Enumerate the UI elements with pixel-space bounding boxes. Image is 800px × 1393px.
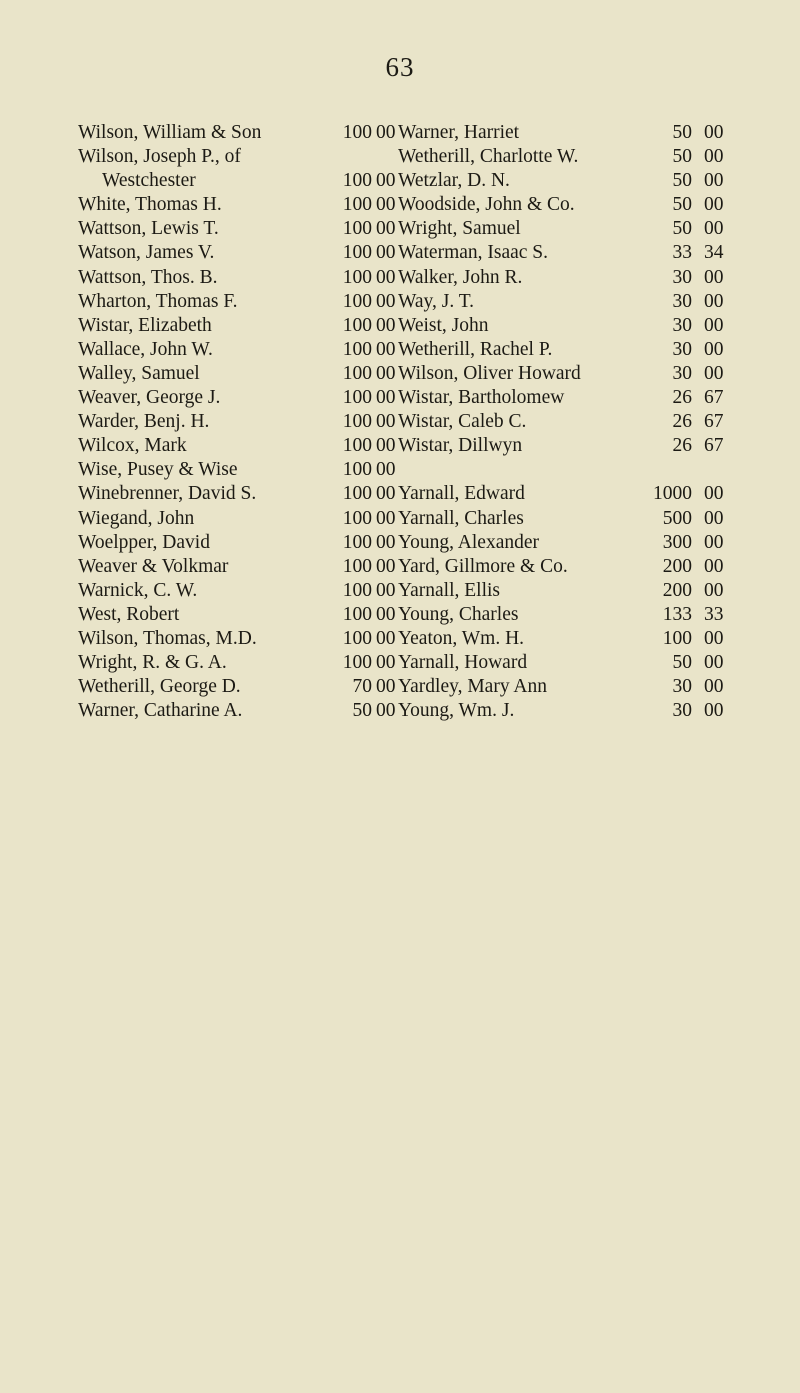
list-item [78, 434, 396, 458]
amount-cents: 00 [704, 676, 724, 698]
amount-cents: 34 [704, 242, 724, 264]
list-item [78, 579, 396, 603]
amount-cents: 00 [376, 362, 396, 384]
list-item [398, 482, 730, 506]
subscriber-name: Weaver & Volkmar [78, 555, 229, 577]
amount-cents: 00 [376, 242, 396, 264]
amount-cents: 00 [376, 627, 396, 649]
subscriber-name: Winebrenner, David S. [78, 483, 257, 505]
amount-dollars: 300 [662, 531, 692, 553]
list-item [78, 314, 396, 338]
list-item [398, 410, 730, 434]
amount-dollars: 33 [672, 242, 692, 264]
amount-dollars: 100 [342, 290, 372, 312]
list-item [78, 145, 388, 169]
list-item [78, 675, 396, 699]
amount-dollars: 100 [342, 627, 372, 649]
amount-cents: 00 [376, 411, 396, 433]
subscriber-name: Watson, James V. [78, 242, 215, 264]
amount-dollars: 100 [342, 387, 372, 409]
amount-cents: 00 [704, 507, 724, 529]
subscriber-name: Wilson, Joseph P., of [78, 146, 241, 168]
list-item [398, 290, 730, 314]
amount-dollars: 26 [672, 435, 692, 457]
amount-dollars: 100 [342, 507, 372, 529]
amount-dollars: 30 [672, 266, 692, 288]
amount-cents: 00 [704, 627, 724, 649]
amount-dollars: 26 [672, 387, 692, 409]
amount-cents: 00 [704, 314, 724, 336]
list-item [78, 627, 396, 651]
list-item [398, 579, 730, 603]
list-item [78, 531, 396, 555]
amount-dollars: 70 [352, 676, 372, 698]
amount-cents: 00 [376, 531, 396, 553]
subscriber-name: Wistar, Elizabeth [78, 314, 212, 336]
left-subscriber-column [78, 121, 396, 723]
amount-cents: 00 [376, 122, 396, 143]
subscriber-name: White, Thomas H. [78, 194, 222, 216]
amount-cents: 00 [376, 507, 396, 529]
amount-dollars: 1000 [653, 483, 692, 505]
amount-dollars: 50 [672, 194, 692, 216]
amount-dollars: 133 [662, 603, 692, 625]
amount-dollars: 100 [342, 122, 372, 143]
subscriber-name: Wilson, Thomas, M.D. [78, 627, 257, 649]
subscriber-name: Yarnall, Ellis [398, 579, 501, 601]
list-item [78, 555, 396, 579]
subscriber-name: Wetherill, George D. [78, 676, 241, 698]
list-item [398, 675, 730, 699]
subscriber-name: Wattson, Thos. B. [78, 266, 218, 288]
amount-cents: 00 [376, 218, 396, 240]
list-item [398, 531, 730, 555]
subscriber-name: Wright, R. & G. A. [78, 652, 227, 674]
amount-dollars: 200 [662, 579, 692, 601]
subscriber-name: Wiegand, John [78, 507, 195, 529]
amount-cents: 00 [704, 266, 724, 288]
amount-dollars: 200 [662, 555, 692, 577]
amount-cents: 00 [376, 459, 396, 481]
amount-dollars: 100 [342, 435, 372, 457]
subscriber-name: Wistar, Dillwyn [398, 435, 523, 457]
list-item [78, 266, 396, 290]
list-item [398, 121, 730, 145]
subscriber-name: Woelpper, David [78, 531, 210, 553]
amount-cents: 00 [376, 266, 396, 288]
amount-dollars: 100 [342, 603, 372, 625]
subscriber-name: Young, Alexander [398, 531, 540, 553]
amount-dollars: 50 [672, 652, 692, 674]
list-item [78, 386, 396, 410]
amount-cents: 00 [376, 290, 396, 312]
list-item [78, 603, 396, 627]
subscriber-name: Weaver, George J. [78, 387, 221, 409]
list-item [398, 651, 730, 675]
amount-cents: 00 [376, 435, 396, 457]
amount-dollars: 100 [342, 170, 372, 192]
amount-cents: 00 [376, 170, 396, 192]
list-item [78, 169, 396, 193]
amount-dollars: 26 [672, 411, 692, 433]
amount-dollars: 50 [672, 146, 692, 168]
amount-dollars: 30 [672, 362, 692, 384]
amount-cents: 00 [376, 314, 396, 336]
list-item [398, 314, 730, 338]
amount-dollars: 100 [342, 652, 372, 674]
subscriber-name: West, Robert [78, 603, 180, 625]
amount-cents: 00 [704, 531, 724, 553]
amount-cents: 33 [704, 603, 724, 625]
amount-dollars: 50 [352, 700, 372, 722]
list-item [398, 217, 730, 241]
amount-dollars: 30 [672, 290, 692, 312]
right-subscriber-column [398, 121, 730, 723]
list-item [398, 507, 730, 531]
amount-dollars: 100 [342, 218, 372, 240]
list-item [398, 145, 730, 169]
subscriber-name: Wilson, Oliver Howard [398, 362, 581, 384]
list-item [398, 555, 730, 579]
subscriber-name: Wistar, Caleb C. [398, 411, 527, 433]
list-item [78, 241, 396, 265]
amount-cents: 00 [704, 579, 724, 601]
subscriber-name: Wattson, Lewis T. [78, 218, 219, 240]
subscriber-name: Yardley, Mary Ann [398, 676, 547, 698]
amount-dollars: 100 [342, 362, 372, 384]
amount-cents: 00 [376, 603, 396, 625]
subscriber-name: Weist, John [398, 314, 489, 336]
subscriber-name: Wetzlar, D. N. [398, 170, 510, 192]
list-item [78, 507, 396, 531]
subscriber-name: Wallace, John W. [78, 338, 213, 360]
amount-dollars: 30 [672, 676, 692, 698]
subscriber-name: Yarnall, Howard [398, 652, 528, 674]
amount-cents: 00 [704, 194, 724, 216]
list-item [78, 121, 396, 145]
amount-dollars: 100 [342, 555, 372, 577]
subscriber-name: Wise, Pusey & Wise [78, 459, 238, 481]
amount-cents: 00 [704, 652, 724, 674]
amount-dollars: 30 [672, 700, 692, 722]
amount-cents: 67 [704, 387, 724, 409]
subscriber-name: Woodside, John & Co. [398, 194, 575, 216]
amount-cents: 00 [704, 338, 724, 360]
list-item [78, 290, 396, 314]
subscriber-name: Yarnall, Charles [398, 507, 524, 529]
list-item [398, 338, 730, 362]
list-item [398, 241, 730, 265]
amount-dollars: 500 [662, 507, 692, 529]
amount-dollars: 30 [672, 338, 692, 360]
subscriber-name: Wetherill, Charlotte W. [398, 146, 579, 168]
amount-dollars: 100 [342, 242, 372, 264]
amount-dollars: 100 [342, 531, 372, 553]
subscriber-name: Young, Wm. J. [398, 700, 515, 722]
amount-cents: 00 [704, 290, 724, 312]
list-item [78, 651, 396, 675]
list-item [398, 386, 730, 410]
amount-dollars: 100 [342, 194, 372, 216]
amount-dollars: 50 [672, 122, 692, 143]
subscriber-name: Wright, Samuel [398, 218, 521, 240]
amount-dollars: 100 [342, 411, 372, 433]
subscriber-name: Warder, Benj. H. [78, 411, 210, 433]
list-item [398, 193, 730, 217]
list-item [78, 338, 396, 362]
subscriber-name: Walley, Samuel [78, 362, 200, 384]
amount-cents: 00 [376, 579, 396, 601]
amount-cents: 67 [704, 411, 724, 433]
list-item [78, 482, 396, 506]
amount-cents: 00 [376, 194, 396, 216]
list-item [398, 266, 730, 290]
amount-cents: 00 [376, 676, 396, 698]
amount-cents: 00 [376, 483, 396, 505]
amount-dollars: 100 [342, 338, 372, 360]
subscriber-name: Waterman, Isaac S. [398, 242, 549, 264]
list-item [78, 193, 396, 217]
amount-cents: 00 [376, 652, 396, 674]
list-item [78, 410, 396, 434]
list-item [398, 362, 730, 386]
amount-dollars: 100 [342, 266, 372, 288]
list-item [78, 217, 396, 241]
amount-dollars: 100 [342, 579, 372, 601]
subscriber-name: Wistar, Bartholomew [398, 387, 565, 409]
subscriber-name: Wilcox, Mark [78, 435, 187, 457]
subscriber-name: Yard, Gillmore & Co. [398, 555, 568, 577]
list-item [398, 603, 730, 627]
amount-cents: 00 [376, 387, 396, 409]
amount-cents: 00 [704, 555, 724, 577]
subscriber-name: Warnick, C. W. [78, 579, 198, 601]
subscriber-name: Wharton, Thomas F. [78, 290, 238, 312]
amount-dollars: 100 [342, 314, 372, 336]
amount-dollars: 30 [672, 314, 692, 336]
subscriber-name: Way, J. T. [398, 290, 475, 312]
subscriber-name: Walker, John R. [398, 266, 523, 288]
amount-cents: 00 [704, 362, 724, 384]
subscriber-name: Wetherill, Rachel P. [398, 338, 553, 360]
list-item [78, 362, 396, 386]
amount-cents: 00 [376, 338, 396, 360]
amount-dollars: 50 [672, 170, 692, 192]
page-number: 63 [385, 52, 415, 82]
amount-cents: 00 [704, 218, 724, 240]
list-item [398, 627, 730, 651]
subscriber-name: Yeaton, Wm. H. [398, 627, 525, 649]
subscriber-name: Young, Charles [398, 603, 519, 625]
amount-cents: 00 [704, 122, 724, 143]
amount-dollars: 100 [342, 483, 372, 505]
amount-dollars: 50 [672, 218, 692, 240]
subscriber-name: Warner, Catharine A. [78, 700, 243, 722]
list-item [398, 458, 730, 482]
subscriber-name: Yarnall, Edward [398, 483, 525, 505]
subscriber-name: Warner, Harriet [398, 122, 520, 143]
amount-dollars: 100 [342, 459, 372, 481]
list-item [78, 458, 396, 482]
amount-cents: 00 [376, 700, 396, 722]
list-item [398, 434, 730, 458]
subscriber-name: Wilson, William & Son [78, 122, 262, 143]
amount-dollars: 100 [662, 627, 692, 649]
list-item [398, 699, 730, 723]
amount-cents: 00 [704, 483, 724, 505]
subscriber-name: Westchester [102, 170, 196, 192]
amount-cents: 67 [704, 435, 724, 457]
amount-cents: 00 [704, 146, 724, 168]
amount-cents: 00 [704, 700, 724, 722]
list-item [398, 169, 730, 193]
list-item [78, 699, 396, 723]
amount-cents: 00 [704, 170, 724, 192]
amount-cents: 00 [376, 555, 396, 577]
